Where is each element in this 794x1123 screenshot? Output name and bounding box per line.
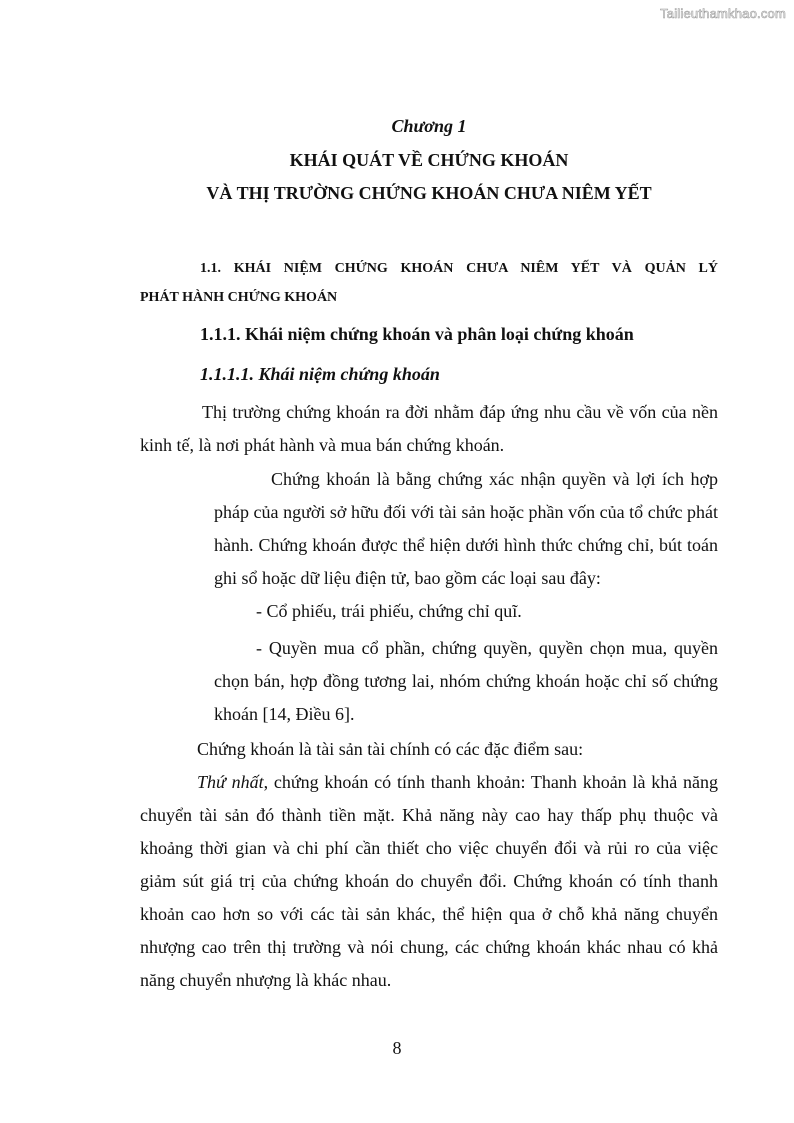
- paragraph-first-lead: Thứ nhất: [197, 772, 264, 792]
- quote-list-item-1: - Cổ phiếu, trái phiếu, chứng chỉ quĩ.: [256, 601, 522, 621]
- section-heading-1-1-1-1: 1.1.1.1. Khái niệm chứng khoán: [200, 364, 440, 384]
- section-heading-1-1-line-1: 1.1. KHÁI NIỆM CHỨNG KHOÁN CHƯA NIÊM YẾT VÀ QUẢN LÝ: [200, 261, 718, 276]
- section-heading-1-1: [140, 254, 718, 312]
- watermark-text: Tailieuthamkhao.com: [660, 6, 786, 21]
- paragraph-intro: Thị trường chứng khoán ra đời nhằm đáp ứng nhu cầu về vốn của nền kinh tế, là nơi phát hành và mua bán chứng khoán.: [140, 402, 718, 455]
- paragraph-first-body: , chứng khoán có tính thanh khoản: Thanh khoản là khả năng chuyển tài sản đó thành tiền mặt. Khả năng này cao hay thấp phụ thuộc và khoảng thời gian và chi phí cần thiết cho việc chuyển đổi và rủi ro của việc giảm sút giá trị của chứng khoán do chuyển đổi. Chứng khoán có tính thanh khoản cao hơn so với các tài sản khác, thể hiện qua ở chỗ khả năng chuyển nhượng cao trên thị trường và nói chung, các chứng khoán khác nhau có khả năng chuyển nhượng là khác nhau.: [140, 772, 718, 990]
- paragraph-first-feature: [140, 766, 718, 997]
- section-heading-1-1-1: 1.1.1. Khái niệm chứng khoán và phân loại chứng khoán: [200, 324, 634, 344]
- quote-definition: Chứng khoán là bằng chứng xác nhận quyền và lợi ích hợp pháp của người sở hữu đối với tài sản hoặc phần vốn của tổ chức phát hành. Chứng khoán được thể hiện dưới hình thức chứng chỉ, bút toán ghi sổ hoặc dữ liệu điện tử, bao gồm các loại sau đây:: [214, 469, 718, 588]
- section-heading-1-1-line-2: PHÁT HÀNH CHỨNG KHOÁN: [140, 290, 338, 305]
- paragraph-features: Chứng khoán là tài sản tài chính có các đặc điểm sau:: [197, 739, 584, 759]
- page-number: 8: [392, 1038, 402, 1058]
- chapter-title-line-2: VÀ THỊ TRƯỜNG CHỨNG KHOÁN CHƯA NIÊM YẾT: [206, 183, 652, 203]
- chapter-title-line-1: KHÁI QUÁT VỀ CHỨNG KHOÁN: [289, 150, 569, 170]
- quote-list-item-2: - Quyền mua cổ phần, chứng quyền, quyền chọn mua, quyền chọn bán, hợp đồng tương lai, nhóm chứng khoán hoặc chỉ số chứng khoán [14, Điều 6].: [214, 638, 718, 724]
- chapter-label: Chương 1: [391, 116, 467, 136]
